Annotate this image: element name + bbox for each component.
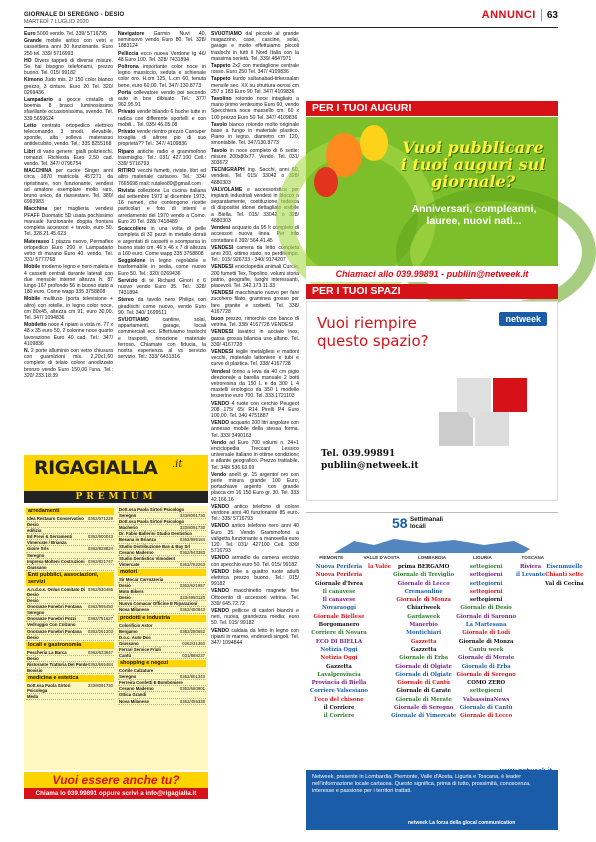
classified-ad: MACCHINA per cucire Singer anni circa 1870 matricola 457271 da ripristinare, non funzionante, vendesi ad amatore esemplare molto raro, bruno unico, da riassestare. Tel. 380/ 6993983 (24, 168, 113, 206)
newspaper-column (310, 563, 368, 753)
newspaper-logo: La Martesana (465, 622, 507, 629)
entry-name: Ferreira Confetti E Bomboniere (119, 680, 183, 686)
newspaper-logo: Provincia di Biella (311, 680, 367, 687)
entry-name: Ottica Grandi (119, 692, 147, 698)
newspaper-logo: Corriere di Novara (311, 630, 367, 637)
newspaper-logo: Giornale d'Ivrea (315, 580, 363, 587)
entry-name: Bergamo (119, 628, 138, 634)
newspaper-logo: Giornale di Olgiate (395, 671, 452, 678)
newspaper-logo: Borgomanero (318, 622, 360, 629)
entry-name: Cortile Calzature (119, 668, 154, 674)
entry-name: A.n.d.o.s. Onlus Comitato Di Desio (27, 586, 86, 597)
entry-name: Studio Distribuzione Bas & Bay Srl (119, 543, 191, 549)
auguri-header: PER I TUOI AUGURI (306, 101, 558, 116)
classified-ad: HO Divers tappeti di diverse misure. Se hai bisogno telefonami, prezzo buono. Tel. 015/ 99182 (24, 57, 113, 77)
directory-column-left (24, 506, 116, 770)
newspaper-logo: settegiorni (469, 572, 503, 579)
newspaper-column (391, 563, 456, 753)
classified-ad: Vendo anelli gr. 15 argento/ oro con perle misura grande 100 Euro, portachiave argento con grande placca cm 16 150 Euro gr. 30. Tel. 333 42.166.16 (211, 471, 299, 503)
entry-phone: 333/8091730 (87, 683, 113, 689)
entry-name: Seregno (27, 610, 45, 616)
entry-phone: 0362/801343 (179, 674, 205, 680)
entry-phone: 333/8091730 (179, 513, 205, 519)
entry-phone: 0362/752263 (179, 561, 205, 567)
newspaper-logo: COMO ZERO (467, 680, 506, 687)
netweek-info (306, 770, 558, 830)
region-label: LIGURIA (472, 555, 492, 560)
classified-ad: VENDO armadio da camera vecchio con specchio euro 50. Tel. 015/ 99182 (211, 555, 300, 568)
directory-category: motori (118, 569, 206, 576)
classified-ad: VENDESI lavatrici in acciaio inox, gassa grossa bilancia uso alfano. Tel. 339/ 4167728 (211, 329, 299, 348)
header-rule (24, 27, 558, 28)
spazi-ad[interactable] (306, 301, 558, 501)
entry-name: Sir Mocar Carrozzeria (119, 576, 164, 582)
newspaper-logo: Giornale di Cantù (459, 705, 513, 712)
classified-ad: Tavolino rotondo noce intagliato a mano primo ventesimo Euro 60, vendo Specchiera noce massello cm. 60 x 100 prezzo Euro 50 Tel. 347/ 4109836 (211, 96, 300, 121)
entry-name: Cesano Maderno (119, 686, 154, 692)
directory-category: prodotti e industria (118, 615, 206, 622)
newspaper-logo: Giornale di Carate (396, 688, 451, 695)
entry-name: Dott.ssa Paola Sirtori Psicologa (27, 683, 71, 694)
classified-ad: TECNIGRAPH ing. Sacchi, anni 60, vendesi. Tel. 015/ 33042 o 328/ 4880303 (211, 167, 300, 186)
newspaper-logo: Chianti sette (545, 572, 584, 579)
classified-ad: VENDO macchinetto magnete fine Ottocento di accessori vetrina. Tel. 339/ 645.72.72 (211, 588, 299, 607)
newspaper-logo: settegiorni (469, 588, 503, 595)
newspaper-logo: Novaraoggi (321, 605, 356, 612)
newspaper-logo: Eisenmuelle (546, 564, 583, 570)
directory-column-right (116, 506, 208, 770)
classified-ad: Privato vende bilando 6 buche tutte in radica con differente sportelli e con mobili... Tel. 035/ 46.05.08 (118, 109, 206, 128)
newspaper-logo: ValsassinaNews (462, 696, 510, 703)
classified-ad: Tavolo in noce completo di 6 sedie; misure 200x80x77. Vendo. Tel. 031/ 303672 (211, 147, 299, 167)
directory-category: medicina e estetica (26, 675, 114, 682)
entry-phone: 031/888237 (182, 652, 205, 658)
newspaper-logo: Il canavese (322, 588, 356, 595)
entry-name: Ferrari Service Friuli (119, 646, 161, 652)
newspaper-logo: Val di Cecina (545, 580, 584, 587)
newspaper-logo: Gazzetta (410, 646, 437, 653)
directory-category: arredamenti (26, 508, 114, 515)
newspaper-logo: Cremaonline (404, 588, 443, 595)
newspaper-logo: Giornale di Vimercate (391, 713, 457, 720)
directory-entry (26, 668, 114, 674)
entry-name: Gioire Srls (27, 546, 49, 552)
region-labels (306, 555, 558, 560)
newspaper-logo: Giornale di Lecco (460, 713, 513, 720)
classified-ad: Seggiolone in legno regolabile e trasformabile in sedia, come nuovo Euro 50. Tel.: 320/ 0269436 (118, 258, 206, 277)
classified-ad: VENDESI camera da letto completa anni 200, ottimo stato, no perditempo. Tel.: 015/ 926733 - 340/ 9174207 (211, 244, 300, 264)
region-label: TOSCANA (521, 555, 545, 560)
classified-ad: Macchina per maglieria vendesi PFAFF Duomatic 5D usata pochissimo manuale funzionante doppia frontura completa accessori + tavolo, euro 50. Tel. 328.21.45.623 (24, 206, 113, 238)
section-title: ANNUNCI (481, 9, 536, 21)
newspaper-logo: Giornale di Desio (460, 605, 512, 612)
entry-name: Besana in Brianza (119, 537, 157, 543)
masthead (24, 12, 124, 25)
classified-ad: VALVOLAME e accessoristica per impianti industriali vendesi in blocco o separatamente, costituzione tedesca di dispositivi idonei dettagliato visibile a Biella. Tel. 015/ 33042 o 328/ 4880303 (211, 186, 300, 224)
spazi-header: PER I TUOI SPAZI (306, 284, 558, 299)
entry-name: Onoranze Funebri Fontana (27, 628, 82, 634)
classified-ad: Servizio di tè Richard Ginori x 6 nuovo vendo Euro 35. Tel.: 328/ 7431894 (118, 277, 207, 297)
newspaper-logo: Corriere Valsesiano (310, 688, 368, 695)
entry-name: Colorificio Astor (119, 622, 153, 628)
classified-column-1 (24, 31, 113, 431)
entry-name: Nuova Comacar Officine E Riparazioni (119, 601, 198, 607)
entry-name: Dott.ssa Paola Sirtori Psicologo (119, 507, 185, 512)
rigagialla-box (24, 455, 208, 810)
newspaper-logo: Giornale Biellese (313, 613, 365, 620)
entry-phone: 0362/995450 (87, 604, 113, 610)
newspaper-logo: Giornale di Lecco (397, 580, 450, 587)
newspaper-logo: Giornale di Olgiate (395, 663, 452, 670)
entry-phone: 0362/900043 (87, 534, 113, 540)
newspaper-logo: Giornale di Lodi (462, 630, 511, 637)
classified-ad: VENDESI macchinario nuovo per fare zucchero filato, graminea grosso per fare granite e sorbetti. Tel. 338/ 4167728 (211, 290, 299, 315)
entry-phone: 0362/828824 (87, 546, 113, 552)
entry-name: Vimercate / Brianza (27, 540, 67, 546)
classified-ad: VENDESI enciclopedia animali Curcio, 200 fumetti Tex, Topolino, volumi storia patrio, geografie, luoghi interessanti, piacevoli. Tel. 342.173.11.33 (211, 264, 299, 289)
rigagialla-tld: .it (172, 459, 183, 470)
classified-ad: Poltrona importante color noce in legno massiccio, seduta e schienale color oro. H.cm 125, L.cm 60, tenuta bene, euro 60,00. Tel. 347/ 130.8773 (118, 64, 206, 89)
page-header (0, 0, 580, 30)
region-label: LOMBARDIA (417, 555, 447, 560)
entry-name: Desio (27, 598, 39, 604)
newspaper-logo: ECO DI BIELLA (315, 638, 363, 645)
newspaper-logo: Cantu week (468, 646, 504, 653)
entry-name: Studio Dentistico Vimodent (119, 555, 176, 561)
classified-ad: VENDO pellicce di castori bianchi e neri, nuova, grandezza media; euro 50. Tel. 015/ 99182 (211, 608, 299, 627)
classified-ad: Riparo antiche radio e grammofono trasmisglio. Tel.: 031/ 427.100 Cell.: 339/ 5716793 (118, 148, 206, 168)
auguri-subtitle: Anniversari, compleanni, lauree, nuovi nati... (411, 203, 537, 227)
directory-category: shopping e negozi (118, 660, 206, 667)
newspaper-logo: settegiorni (469, 597, 503, 604)
entry-name: Seregno (119, 674, 137, 680)
directory-entry (118, 653, 206, 659)
section-marker (482, 9, 558, 21)
newspaper-logo: Gazzetta (326, 663, 352, 670)
entry-name: Giussano (119, 640, 139, 646)
directory-entry (26, 694, 114, 700)
entry-phone: 0362/821747 (87, 558, 113, 564)
classified-ad: VENDESI teglie metalgliesi e mattoni vecchi, materiale lattoniere e tubi e curve di plastica. Tel. 338/ 4167728 (211, 348, 299, 368)
newspaper-logo: Giornale di Seregno (393, 705, 454, 712)
balloon-icon (360, 125, 388, 161)
entry-name: Cantù (119, 652, 132, 658)
newspaper-logo: Chiariweek (407, 605, 441, 612)
directory-entry (118, 699, 206, 705)
entry-name: Seregno (27, 552, 45, 558)
classified-ad: SVUOTIAMO dal piccolo al grande magazzino, case, cascine, solai, garage e molto effettuiamo piccoli traslochi in tutti il Nord Italia con la massima serietà. Tel. 339/ 4847971 (211, 31, 299, 62)
entry-phone: 0362/660901 (179, 686, 205, 692)
region-label: PIEMONTE (319, 555, 344, 560)
classified-ad: VENDO 4 ruote con cerchio Peugeot 208 175/ 65/ R14 Pirelli P4 Euro 100,00. Tel. 340 4751887 (211, 400, 299, 419)
entry-phone: 0362/261203 (87, 628, 113, 634)
newspaper-logo: prima BERGAMO (397, 564, 450, 570)
entry-name: Onoranze Funebri Fontana (27, 604, 82, 610)
rigagialla-logo (24, 455, 208, 491)
entry-phone: 0362/280652 (179, 628, 205, 634)
classified-ad: Materasso 1 piazza nuovo, Permaflex ortopedico Euro 200 e Lampadario vetro di murano Euro 40. vendo. Tel. 331/ 5777768 (24, 238, 113, 264)
newspaper-logo: Nuova Periferia (315, 572, 363, 579)
spazi-contact (321, 448, 419, 472)
directory-entry (26, 587, 114, 598)
newspaper-column (516, 563, 545, 753)
newspaper-logo: l'eco del chisone (314, 696, 364, 703)
entry-name: Desio (119, 595, 131, 601)
entry-name: Vedruggio Con Colzano (27, 622, 76, 628)
newspaper-logo: Notizia Oggi (320, 646, 358, 653)
classified-ad: Lampadario a gocce cristallo di boemia 8 bracci luminosissimo sfavillante occasionissima, svendo. Tel. 339 5659624 (24, 97, 113, 122)
classified-ad: Vendo ad Euro 700 volumi n. 24+1 enciclopedia Treccani Lessico universale italiano in ottime condizioni; e atlante geografico. Prezzo trattabile. Tel. 348/ 536.63.69 (211, 439, 299, 471)
classified-ad: Mobile multiuso (porta televisione + altro) con rotelle, in legno color noce, cm 80x45, altezza cm 91, euro 30,00. Tel. 347/ 1094836 (24, 296, 114, 321)
entry-name: Desio (119, 583, 131, 589)
entry-name: Pescheria La Barca (27, 649, 67, 655)
newspaper-column (456, 563, 516, 753)
netweek-logo: netweek (499, 312, 547, 326)
entry-phone: 0362/31360 (182, 640, 205, 646)
newspaper-logo: Giornale di Monza (396, 597, 451, 604)
entry-phone: 0362/630485 (87, 586, 113, 592)
netweek-description: Netweek, presente in Lombardia, Piemonte, Valle d'Aosta, Liguria e Toscana, è leader nell'informazione locale cartacea. Questo significa, prima di tutto, prossimità, conoscenza, interesse e passione per i territori trattati. (312, 774, 531, 794)
directory-entry (26, 565, 114, 571)
region-label: VALLE D'AOSTA (363, 555, 400, 560)
issue-date: MARTEDÌ 7 LUGLIO 2020 (24, 19, 89, 25)
entry-name: Impresa Molteni Costruzioni (27, 558, 85, 564)
newspaper-logo: Il canavese (322, 597, 356, 604)
classified-ad: buon prezzo, rimorchio con banco di vetrina. Tel. 338/ 4167728 VENDESI (211, 315, 299, 329)
spazi-mail: publiin@netweek.it (321, 461, 419, 471)
classified-ad: VENDO antico telefono nero anni 40 Euro 35. Vendo Grammofono a valigetta funzionante a manovella euro 120. Tel. 031/ 427100 Cell. 339/ 5716793 (211, 523, 300, 555)
classified-ad: Tappeto 2x2 con medaglione centrale rosso. Euro 250 Tel. 347/ 4109836 (211, 63, 299, 76)
premium-banner: PREMIUM (24, 491, 208, 503)
entry-phone: 0362/571229 (87, 516, 113, 521)
entry-phone: 333/8091730 (179, 525, 205, 531)
entry-phone: 0362/633647 (87, 649, 113, 655)
entry-name: Meda (27, 694, 38, 700)
classified-ad: Mobiletto noce 4 ripiani a vista m. 77 x 48 x 35 euro 50, 2 colonne noce quarto lavorazione Euro 40 cad. Tel.: 347/ 4109836 (24, 322, 113, 347)
classified-ad: Tavolo bianco rotondo molto originale base a fungo in materiale plastico. Piano in legno, diametro cm 120, smontabile. Tel. 347/130.8773 (211, 121, 299, 147)
newspaper-logo: settegiorni (469, 688, 503, 695)
rigagialla-name: RIGAGIALLA (34, 457, 158, 479)
entry-name: Desio (27, 634, 39, 640)
entry-name: Vimercate (119, 561, 140, 567)
entry-name: Desio (27, 655, 39, 661)
classified-ad: VENDO bike a quattro ruote adulti elettrica prezzo buono. Tel.: 015/ 99182 (211, 568, 300, 588)
classified-ad: Libri di vario genere: gialli polizieschi, romanzi. Richiesta Euro 2,50 cad. vendo. Tel. 347/ 0796754 (24, 148, 113, 168)
classified-ad: Tappeto kurdo sultanabad-tirkessalan mensile sec. XX su struttura ocrosi cm 257 x 183 Euro 90 Tel. 347/ 4109836 (211, 76, 299, 95)
balloon-icon (314, 167, 338, 197)
directory-entry (118, 607, 206, 613)
divider (541, 9, 542, 21)
newspaper-logo: il Corriere (323, 705, 355, 712)
entry-name: Cesano Maderno (119, 549, 154, 555)
rigagialla-question: Vuoi essere anche tu? (24, 772, 208, 788)
settimanali-ad (306, 512, 584, 792)
entry-phone: 0362/621957 (179, 583, 205, 589)
newspaper-logo: Giornale di Treviglio (393, 572, 455, 579)
entry-name: D.o.c. Auto Doc (119, 634, 151, 640)
classified-ad: RITIRO vecchi fumetti, riviste, libri ed altro materiale cartaceo. Tel.: 334/ 7665698 mail: rutaleo89@gmail.com (118, 168, 207, 187)
directory-entry (26, 683, 114, 694)
entry-phone: 333/4950120 (179, 595, 205, 601)
entry-name: Onoranze Funebri Pozzi (27, 616, 76, 622)
entry-phone: 0362/455338 (179, 698, 205, 704)
entry-phone: 0362/543383 (179, 549, 205, 555)
auguri-title: Vuoi pubblicare i tuoi auguri sul giornale? (400, 138, 546, 191)
newspaper-logo: il Levante (516, 572, 546, 579)
newspaper-logo: Manerbio (409, 622, 438, 629)
publication-name: GIORNALE DI SEREGNO - DESIO (24, 12, 125, 18)
auguri-cta: Chiamaci allo 039.99891 - publiin@netweek.it (306, 266, 558, 282)
directory-entry (118, 562, 206, 568)
newspaper-logo: Giornale di Saronno (456, 613, 517, 620)
classified-ad: Vendesi torino a leva da 40 cm pigio direzionale a barella manuale 2 botti vetroresina da 150 L e da 300 L 4 mastelli enologico da 350 L modello tesserino euro 700. Tel. 333.1721103 (211, 368, 299, 400)
classified-ad: Privato vende rientro prezzo Cantuper toxaglia di altrore pio di suo proprietà?? Tel.: 347/ 4109836 (118, 129, 206, 148)
classified-ad: Letto centrato ortopedico elettrico telecomando 3 snodi, elevabile, sponde, alta solleva materasso antidecubito, vendo. Tel.: 335 8255168 (24, 122, 113, 148)
classified-ad: Navigatore Garmin Nuvi 40, seminuovo vendo Euro 80. Tel. 328/ 1883124 (118, 31, 206, 50)
classified-ad: N. 2 porte alluminio con vetro chiusura con guarnizioni mis. 2,20x1,60 complete di telaio colore anodizzato bronzo vendo Euro 150,00 l'una. Tel.: 320/ 233.18.39 (24, 347, 113, 379)
auguri-ad[interactable] (306, 117, 558, 282)
newspaper-logo: Giornale di Erba (399, 655, 449, 662)
classified-ad: Stereo da tavolo nero Philips con giradischi come nuovo, vendo Euro 90. Tel. 340/ 1699511 (118, 297, 206, 316)
classified-column-2 (118, 31, 206, 431)
newspaper-logo: Gazzetta (410, 638, 437, 645)
rigagialla-contact: Chiama lo 039.99891 oppure scrivi a info@rigagialla.it (24, 788, 208, 799)
classified-column-3 (211, 31, 300, 647)
classified-ad: Euro 5000 vendo. Tel. 339/ 5716795 (24, 31, 107, 37)
classified-ad: Scaccoliere in una volta di pelle completa di 32 pezzi in metallo dorati e argentati di cassetti e scomparsa in buono stato cm. 46 x 46 x 7 di altezza a 160 euro. Come wapp 335 3758808 (118, 226, 206, 257)
classified-ad: SVUOTIAMO cantine, solai, appartamenti, garage, locali commerciali ecc. Effettuiamo traslochi e trasporti, rimozione materiale ferroso. Chiamate con fiducia, la nostra esperienza al vs servizio servizio. Tel.: 333/ 6431316 (118, 316, 206, 361)
entry-name: Desio (27, 522, 39, 528)
italy-map-icon (324, 535, 540, 555)
newspaper-column (368, 563, 391, 753)
newspaper-logo: Giornale di Merate (395, 696, 452, 703)
newspaper-logo: il Corriere (323, 713, 355, 720)
page-number: 63 (546, 9, 558, 21)
newspaper-logo: Lavalprovincia (317, 671, 361, 678)
newspaper-logo: Gardaweek (407, 613, 441, 620)
newspaper-column (545, 563, 584, 753)
classified-ad: VENDO acquario 200 litri angolare con annesso mobile della stessa forma. Tel. 333/ 3490163 (211, 420, 299, 439)
entry-phone: 0362/665484 (87, 661, 113, 667)
entry-name: Dott.ssa Paola Sirtori Psicologo (119, 519, 185, 525)
spazi-tel: Tel. 039.99891 (321, 449, 396, 459)
entry-name: Seregno (119, 513, 137, 519)
newspaper-logo: Notizia Oggi (320, 655, 358, 662)
entry-name: Ristorante Trattoria Del Ponte (27, 661, 88, 667)
newspaper-logo: la Valée (367, 564, 392, 570)
entry-phone: 0362/751627 (87, 616, 113, 622)
entry-name: edilizia (27, 528, 42, 534)
newspaper-logo: Giornale di Erba (461, 663, 511, 670)
directory-category: Enti pubblici, associazioni, servizi (26, 572, 114, 586)
puzzle-icon (419, 372, 539, 472)
entry-name: Macherio (119, 525, 138, 531)
newspaper-logo: settegiorni (469, 580, 503, 587)
newspaper-logo: Montichiari (406, 630, 442, 637)
entry-name: Dr. Fabio Ballerini Studio Dentistico (119, 531, 193, 537)
classified-ad: Rivista collezione La cucina italiana dal settembre 1972 al dicembre 1973, 16 numeri, che contengono ricette particolari e foto di interni e arredamento del 1970 vendo a Como. Euro 20 Tel. 328/ 7418489 (118, 187, 206, 225)
newspaper-logo: Riviera (520, 564, 542, 570)
newspaper-logo: Giornale di Merate (458, 655, 515, 662)
settimanali-badge (306, 513, 558, 535)
entry-phone: 0362/450843 (179, 607, 205, 613)
classified-ad: Vendesi acquario da 95 lt completo di accessori nuova linea. Per info contattare il 392/ 564.41.45 (211, 225, 299, 244)
classified-ad: Kimono Judo mis. 2/ 150 color bianco grezzo, 3 cinture. Euro 20 Tel. 320/ 0269436 (24, 77, 114, 96)
rigagialla-directory (24, 506, 208, 770)
entry-name: Nova Milanese (119, 698, 149, 704)
newspaper-logo: Giornale di Monza (458, 638, 514, 645)
entry-name: Bovisio (27, 667, 43, 673)
newspaper-logo: Giornale di Cantù (397, 680, 451, 687)
entry-name: Giussano (27, 564, 47, 570)
classified-ad: VENDO antico telefono di colore verdone anni 40 funzionante 85 euro. Tel.: 335/ 5716793 (211, 503, 299, 523)
netweek-footer: netweek La forza della glocal communication (408, 820, 516, 826)
directory-category: locali e gastronomia (26, 642, 114, 649)
newspaper-logo: Nuova Periferia (315, 564, 363, 570)
entry-name: Ed Previ & Serramenti (27, 534, 73, 540)
settimanali-label: Settimanali locali (410, 516, 444, 530)
spazi-question: Vuoi riempire questo spazio? (317, 314, 429, 350)
newspaper-logo: settegiorni (469, 564, 503, 570)
classified-ad: Porta collevatore vendo poi secondo auto in box dibisato. Tel.: 377/ 962.95.91 (118, 89, 206, 109)
entry-name: Nova Milanese (119, 607, 149, 613)
directory-entry (26, 635, 114, 641)
classified-ad: Grande mobile antico con vetri e cassettiera anni 30 funzionante. Euro 250 tel. 339/ 5716993 (24, 38, 113, 57)
classified-ad: Pelliccia ecco nuova Verdone tg 46/ 48 Euro 100. Tel. 328/ 7431894 (118, 50, 206, 63)
newspaper-logo: Giornale di Seregno (456, 671, 516, 678)
settimanali-count: 58 (392, 515, 408, 531)
entry-phone: 0362/995184 (179, 537, 205, 543)
classified-ad: VENDO caldaia da letto in legno con ripiani in marmo, endesedi singoli. Tel. 347/ 1094844 (211, 627, 300, 647)
entry-name: Moto Bikers (119, 589, 144, 595)
entry-name: Idea Restauro Conservativo (27, 516, 84, 521)
classified-ad: Mobile moderno legno e nero maleta e 4 cassetti centrali durante laterali con due mensole interne altezza h. 87 lungo 167 profondo 56 in buono stato a 180 euro. Come wapp 335 3758808 (24, 264, 113, 296)
newspaper-grid (310, 563, 584, 753)
